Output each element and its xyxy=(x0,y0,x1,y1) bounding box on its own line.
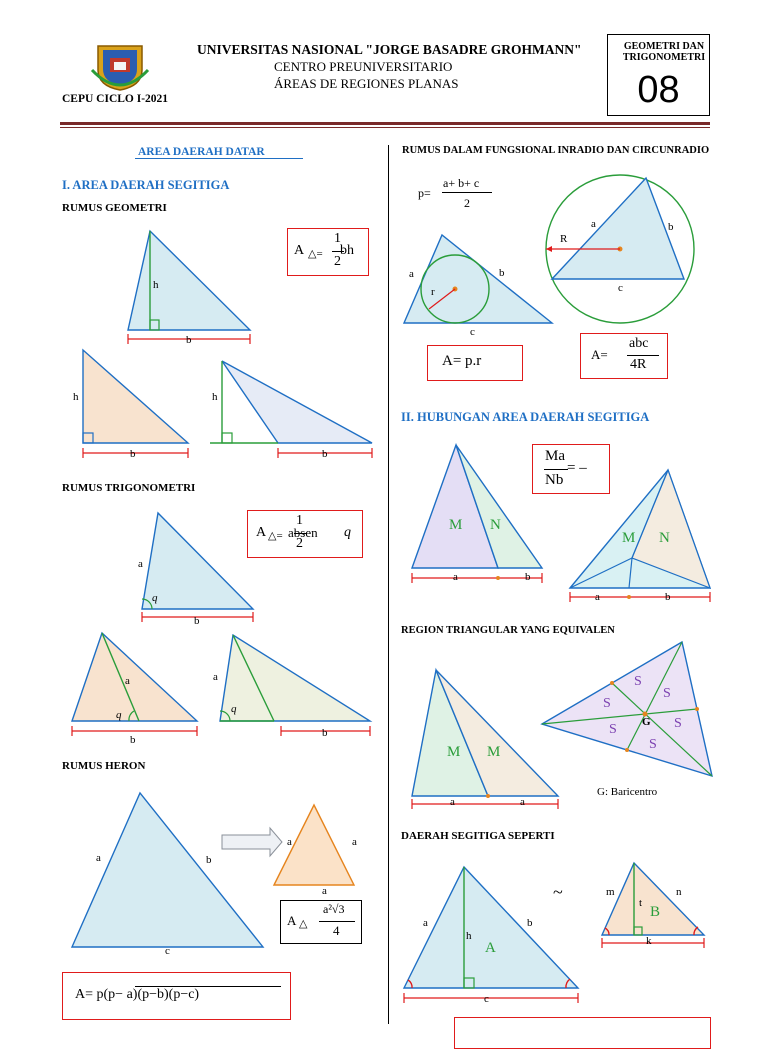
barycenter-note: G: Baricentro xyxy=(597,786,658,798)
label-b-rel-1: b xyxy=(525,571,531,583)
label-G: G xyxy=(642,716,651,728)
label-S-4: S xyxy=(674,716,682,731)
label-a-t2: a xyxy=(125,675,130,687)
ratio-formula-den: Nb xyxy=(545,472,564,488)
label-b-2: b xyxy=(130,448,136,460)
label-M-eq-2: M xyxy=(487,744,501,760)
label-b-heron: b xyxy=(206,854,212,866)
label-h-2: h xyxy=(73,391,79,403)
column-divider xyxy=(388,145,389,1024)
label-a-sim: a xyxy=(423,917,428,929)
label-b-circ: b xyxy=(668,221,674,233)
label-a-eq-right: a xyxy=(352,836,357,848)
label-h-sim: h xyxy=(466,930,472,942)
equi-formula-num: a²√3 xyxy=(323,902,345,916)
geom-formula-den: 2 xyxy=(334,254,341,269)
subject-box xyxy=(607,34,710,116)
label-a-t1: a xyxy=(138,558,143,570)
label-q-t3: q xyxy=(231,703,237,715)
label-h-1: h xyxy=(153,279,159,291)
center-title: CENTRO PREUNIVERSITARIO xyxy=(274,59,453,74)
triangle-equilateral xyxy=(274,805,354,885)
circ-formula-box xyxy=(580,333,668,379)
triangle-trig-left xyxy=(72,633,197,721)
label-b-t3: b xyxy=(322,727,328,739)
section-area-relation: II. HUBUNGAN AREA DAERAH SEGITIGA xyxy=(401,410,650,424)
label-n-sim: n xyxy=(676,886,682,898)
in-formula: A= p.r xyxy=(442,353,482,369)
lesson-number: 08 xyxy=(637,69,680,111)
circ-formula-lhs: A= xyxy=(591,347,608,362)
label-a-eq-base: a xyxy=(322,885,327,897)
geom-formula-lhs: A xyxy=(294,243,305,258)
ratio-formula-tail: = – xyxy=(567,460,587,476)
label-M-eq-1: M xyxy=(447,744,461,760)
label-k-sim: k xyxy=(646,935,652,947)
label-A-sim: A xyxy=(485,940,496,956)
triangle-right xyxy=(83,350,188,443)
label-b-sim: b xyxy=(527,917,533,929)
label-M-1: M xyxy=(449,517,463,533)
sqrt-bar xyxy=(135,986,281,987)
label-S-1: S xyxy=(603,696,611,711)
triangle-symbol-2: △= xyxy=(268,530,283,542)
inradio-title: RUMUS DALAM FUNGSIONAL INRADIO DAN CIRCUNRADIO xyxy=(402,145,710,156)
triangle-obtuse xyxy=(222,361,372,443)
topic-title: ÁREAS DE REGIONES PLANAS xyxy=(274,76,459,91)
heron-formula: A= p(p− a)(p−b)(p−c) xyxy=(75,987,200,1002)
label-S-3: S xyxy=(663,686,671,701)
fraction-bar-circ xyxy=(627,355,659,356)
label-B-sim: B xyxy=(650,904,661,920)
label-c-in: c xyxy=(470,326,475,338)
trig-formula-title: RUMUS TRIGONOMETRI xyxy=(62,482,196,494)
university-logo xyxy=(90,40,150,92)
cycle-label: CEPU CICLO I-2021 xyxy=(62,93,169,105)
geom-formula-box xyxy=(287,228,369,276)
label-S-2: S xyxy=(634,674,642,689)
p-formula-den: 2 xyxy=(464,196,470,210)
label-a-rel-2: a xyxy=(595,591,600,603)
label-b-3: b xyxy=(322,448,328,460)
triangle-heron xyxy=(72,793,263,947)
university-title: UNIVERSITAS NASIONAL "JORGE BASADRE GROHMANN" xyxy=(197,42,582,57)
similar-triangles-figure xyxy=(396,855,716,1020)
label-a-in: a xyxy=(409,268,414,280)
label-S-5: S xyxy=(649,737,657,752)
ratio-formula-num: Ma xyxy=(545,448,565,464)
heron-formula-title: RUMUS HERON xyxy=(62,760,146,772)
label-a-rel-1: a xyxy=(453,571,458,583)
label-a-eq-left: a xyxy=(287,836,292,848)
p-formula-lhs: p= xyxy=(418,186,431,200)
label-R: R xyxy=(560,233,568,245)
trig-formula-den: 2 xyxy=(296,536,303,551)
bottom-formula-box xyxy=(454,1017,711,1049)
label-a-t3: a xyxy=(213,671,218,683)
label-q-t1: q xyxy=(152,592,158,604)
label-c-sim: c xyxy=(484,993,489,1005)
label-a-circ: a xyxy=(591,218,596,230)
geom-formula-tail: bh xyxy=(340,243,354,258)
label-b-t1: b xyxy=(194,615,200,627)
label-c-circ: c xyxy=(618,282,623,294)
trig-formula-num: 1 xyxy=(296,513,303,528)
similar-triangle-title: DAERAH SEGITIGA SEPERTI xyxy=(401,830,555,842)
label-a-eq-2: a xyxy=(520,796,525,808)
label-t-sim: t xyxy=(639,897,643,909)
label-h-3: h xyxy=(212,391,218,403)
label-a-eq-1: a xyxy=(450,796,455,808)
label-a-heron: a xyxy=(96,852,101,864)
equi-formula-den: 4 xyxy=(333,923,340,938)
triangle-trig-main xyxy=(142,513,253,609)
label-N-1: N xyxy=(490,517,501,533)
header-divider-thin xyxy=(60,127,710,128)
fraction-bar-3 xyxy=(319,921,355,922)
triangle-barycenter xyxy=(542,642,712,776)
triangle-trig-right xyxy=(220,635,370,721)
equi-formula-lhs: A xyxy=(287,913,297,928)
label-c-heron: c xyxy=(165,945,170,957)
triangle-symbol-3: △ xyxy=(299,918,308,930)
in-formula-box xyxy=(427,345,523,381)
p-formula-num: a+ b+ c xyxy=(443,176,480,190)
circ-formula-den: 4R xyxy=(630,357,647,372)
triangle-inscribed xyxy=(404,235,552,323)
trig-formula-box xyxy=(247,510,363,558)
arrow-icon xyxy=(222,828,282,856)
similarity-symbol: ~ xyxy=(553,882,563,902)
heron-formula-box xyxy=(62,972,291,1020)
label-M-2: M xyxy=(622,530,636,546)
main-title-underline xyxy=(135,158,303,159)
triangle-B xyxy=(602,863,704,935)
geom-formula-num: 1 xyxy=(334,231,341,246)
circ-formula-num: abc xyxy=(629,336,649,351)
triangle-symbol: △= xyxy=(308,248,323,260)
label-q-t2: q xyxy=(116,709,122,721)
trig-formula-tail: absen xyxy=(288,525,318,540)
label-b-t2: b xyxy=(130,734,136,746)
label-N-2: N xyxy=(659,530,670,546)
section-triangle-area: I. AREA DAERAH SEGITIGA xyxy=(62,178,230,192)
label-m-sim: m xyxy=(606,886,615,898)
label-S-6: S xyxy=(609,722,617,737)
triangle-acute xyxy=(128,231,250,330)
geom-formula-title: RUMUS GEOMETRI xyxy=(62,202,167,214)
equivalent-region-title: REGION TRIANGULAR YANG EQUIVALEN xyxy=(401,625,615,636)
inradio-circunradio-figure xyxy=(396,165,696,345)
label-b-1: b xyxy=(186,334,192,346)
area-relation-figure xyxy=(396,440,716,610)
label-b-in: b xyxy=(499,267,505,279)
label-b-rel-2: b xyxy=(665,591,671,603)
main-title: AREA DAERAH DATAR xyxy=(138,146,265,158)
equilateral-formula-box xyxy=(280,900,362,944)
triangle-A xyxy=(404,867,578,988)
label-r: r xyxy=(431,286,435,298)
trig-formula-angle: q xyxy=(344,525,351,540)
equivalent-region-figure xyxy=(396,640,716,810)
trig-formula-lhs: A xyxy=(256,525,267,540)
subject-label: GEOMETRI DAN TRIGONOMETRI xyxy=(622,41,706,63)
header-divider xyxy=(60,122,710,125)
